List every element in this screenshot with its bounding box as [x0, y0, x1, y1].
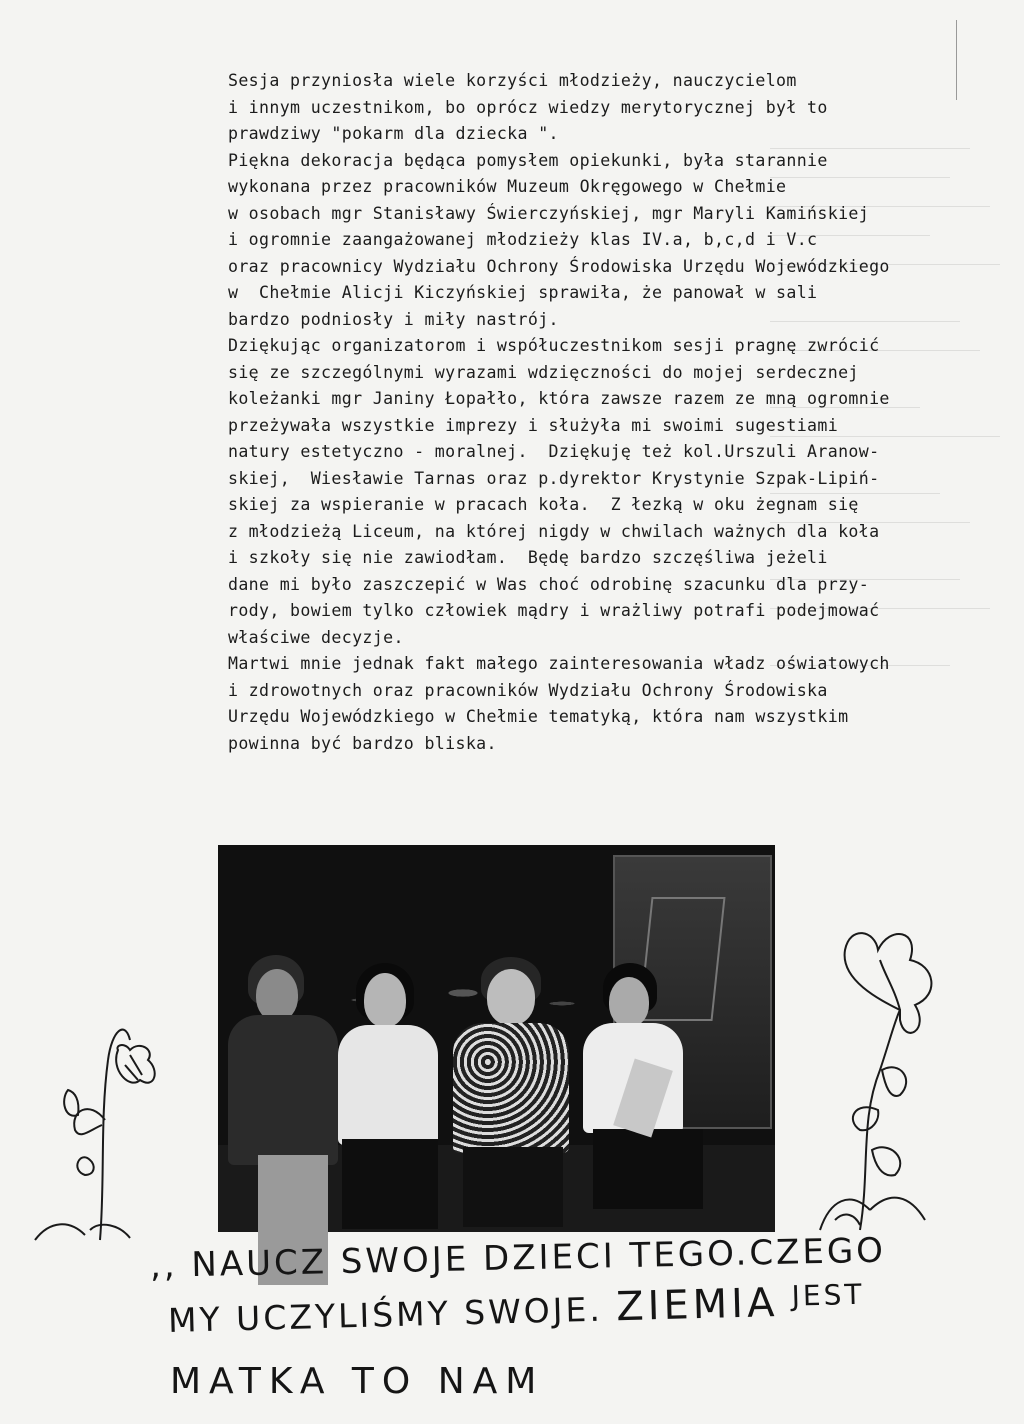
text-line: w osobach mgr Stanisławy Świerczyńskiej, mgr Maryli Kamińskiej: [228, 203, 870, 223]
text-line: właściwe decyzje.: [228, 627, 404, 647]
group-photo: [218, 845, 775, 1232]
text-line: z młodzieżą Liceum, na której nigdy w chwilach ważnych dla koła: [228, 521, 880, 541]
text-line: i innym uczestnikom, bo oprócz wiedzy merytorycznej był to: [228, 97, 828, 117]
banner-line-2: [167, 1278, 865, 1342]
text-line: Urzędu Wojewódzkiego w Chełmie tematyką, która nam wszystkim: [228, 707, 849, 726]
text-line: rody, bowiem tylko człowiek mądry i wrażliwy potrafi podejmować: [228, 601, 880, 620]
banner-line-3: MATKA TO NAM: [170, 1361, 545, 1402]
text-line: natury estetyczno - moralnej. Dziękuję też kol.Urszuli Aranow-: [228, 442, 880, 461]
text-line: oraz pracownicy Wydziału Ochrony Środowiska Urzędu Wojewódzkiego: [228, 256, 890, 276]
text-line: powinna być bardzo bliska.: [228, 733, 497, 753]
text-line: wykonana przez pracowników Muzeum Okręgowego w Chełmie: [228, 177, 787, 196]
text-line: Martwi mnie jednak fakt małego zainteresowania władz oświatowych: [228, 654, 890, 673]
text-line: Piękna dekoracja będąca pomysłem opiekunki, była starannie: [228, 150, 828, 170]
banner-line-2-part-c: JEST: [791, 1277, 865, 1313]
banner-line-1: ,, NAUCZ SWOJE DZIECI TEGO.CZEGO: [149, 1230, 887, 1286]
handwritten-banner: [0, 1232, 1024, 1424]
text-line: i szkoły się nie zawiodłam. Będę bardzo szczęśliwa jeżeli: [228, 548, 828, 567]
photo-background-audience: [298, 965, 628, 1035]
banner-line-3-cropped: [170, 1358, 990, 1402]
text-line: w Chełmie Alicji Kiczyńskiej sprawiła, że panował w sali: [228, 283, 818, 302]
text-line: się ze szczególnymi wyrazami wdzięczności do mojej serdecznej: [228, 362, 859, 382]
text-line: skiej, Wiesławie Tarnas oraz p.dyrektor Krystynie Szpak-Lipiń-: [228, 468, 880, 488]
text-line: i ogromnie zaangażowanej młodzieży klas IV.a, b,c,d i V.c: [228, 230, 818, 249]
flower-drawing: [800, 920, 960, 1240]
text-line: dane mi było zaszczepić w Was choć odrobinę szacunku dla przy-: [228, 574, 870, 594]
page-edge-mark: [956, 20, 957, 100]
banner-line-2-part-a: MY UCZYLIŚMY SWOJE.: [167, 1289, 604, 1340]
text-line: i zdrowotnych oraz pracowników Wydziału Ochrony Środowiska: [228, 680, 828, 700]
text-line: bardzo podniosły i miły nastrój.: [228, 309, 559, 329]
document-body-text: [228, 68, 948, 757]
text-line: koleżanki mgr Janiny Łopałło, która zawsze razem ze mną ogromnie: [228, 389, 890, 408]
text-line: Sesja przyniosła wiele korzyści młodzieży, nauczycielom: [228, 71, 797, 90]
text-line: Dziękując organizatorom i współuczestnikom sesji pragnę zwrócić: [228, 336, 880, 355]
banner-line-2-part-b: ZIEMIA: [615, 1280, 779, 1331]
text-line: skiej za wspieranie w pracach koła. Z łezką w oku żegnam się: [228, 495, 859, 514]
wilted-flower-drawing: [30, 980, 170, 1250]
text-line: przeżywała wszystkie imprezy i służyła mi swoimi sugestiami: [228, 415, 839, 435]
text-line: prawdziwy "pokarm dla dziecka ".: [228, 124, 559, 143]
